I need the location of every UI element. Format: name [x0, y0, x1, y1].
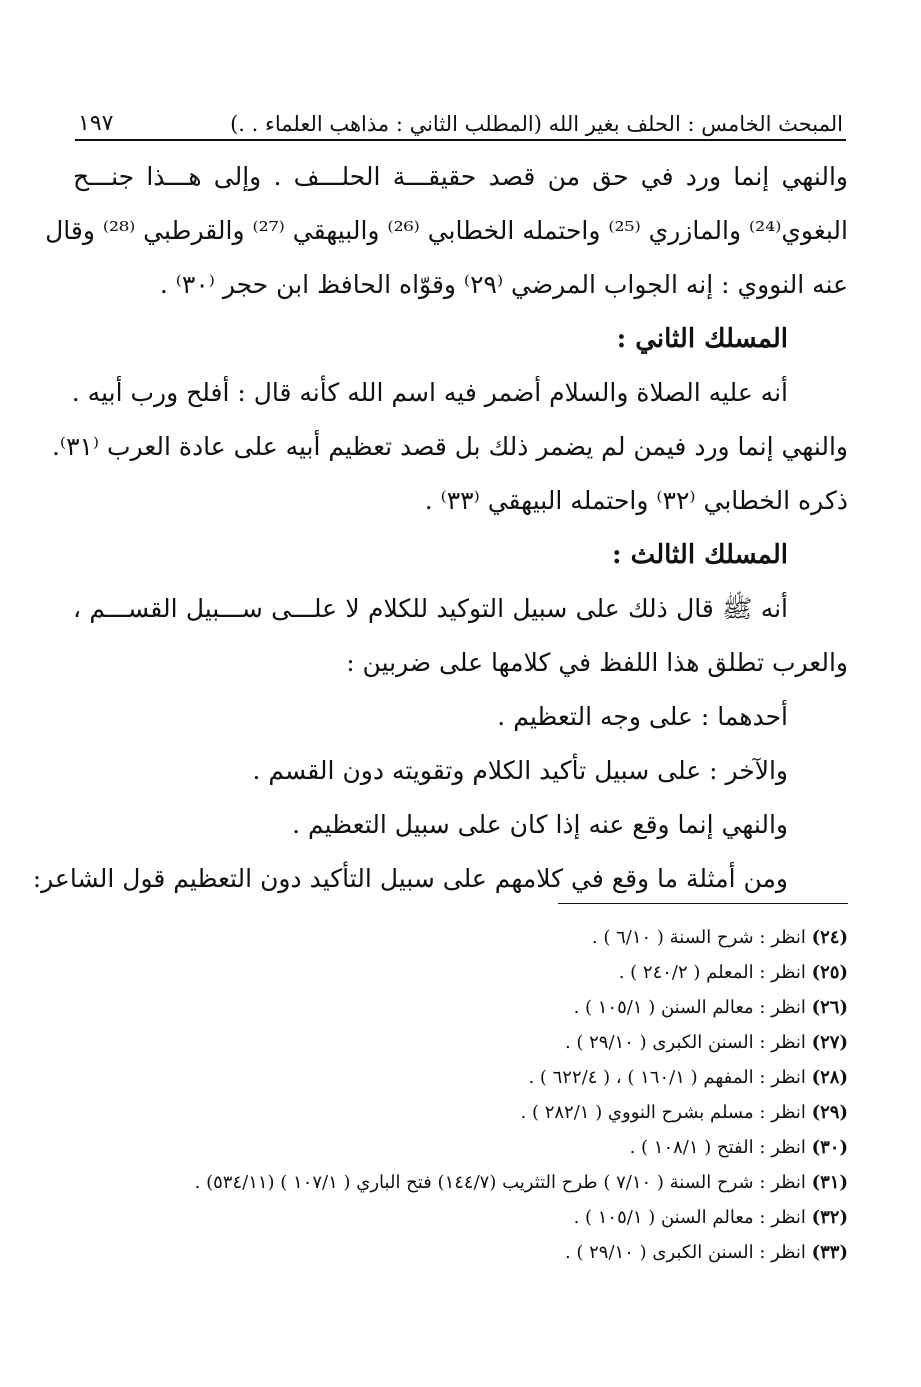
footnote-number: (٣١)	[811, 1172, 848, 1193]
footnote-text: انظر : شرح السنة ( ٧/١٠ ) طرح التثريب (١٤٤/٧) فتح الباري ( ١٠٧/١ ) (٥٣٤/١١) .	[194, 1172, 806, 1193]
footnote	[60, 955, 848, 990]
text-line: أحدهما : على وجه التعظيم .	[497, 702, 788, 731]
footnote	[60, 1130, 848, 1165]
footnote-number: (٢٤)	[811, 927, 848, 948]
text-line: والآخر : على سبيل تأكيد الكلام وتقويته دون القسم .	[252, 756, 788, 785]
footnote	[60, 1165, 848, 1200]
footnote-rule	[558, 903, 848, 904]
footnote	[60, 1095, 848, 1130]
footnote-text: انظر : المفهم ( ١٦٠/١ ) ، ( ٦٢٢/٤ ) .	[528, 1067, 806, 1088]
footnote	[60, 1235, 848, 1270]
footnote-number: (٣٢)	[811, 1207, 848, 1228]
footnote-text: انظر : السنن الكبرى ( ٢٩/١٠ ) .	[564, 1242, 806, 1263]
footnote-text: انظر : معالم السنن ( ١٠٥/١ ) .	[573, 1207, 806, 1228]
header-rule	[75, 139, 846, 141]
footnote-text: انظر : مسلم بشرح النووي ( ٢٨٢/١ ) .	[520, 1102, 806, 1123]
footnote-number: (٢٥)	[811, 962, 848, 983]
footnote-text: انظر : شرح السنة ( ٦/١٠ ) .	[591, 927, 806, 948]
section-heading: المسلك الثالث :	[612, 540, 788, 570]
footnote-text: انظر : معالم السنن ( ١٠٥/١ ) .	[573, 997, 806, 1018]
footnote-text: انظر : الفتح ( ١٠٨/١ ) .	[629, 1137, 806, 1158]
footnote-number: (٣٠)	[811, 1137, 848, 1158]
footnote	[60, 990, 848, 1025]
text-line: والنهي إنما ورد فيمن لم يضمر ذلك بل قصد تعظيم أبيه على عادة العرب ⁽٣١⁾.	[51, 432, 848, 461]
footnote-number: (٣٣)	[811, 1242, 848, 1263]
footnote	[60, 920, 848, 955]
footnote-text: انظر : السنن الكبرى ( ٢٩/١٠ ) .	[564, 1032, 806, 1053]
footnote-number: (٢٧)	[811, 1032, 848, 1053]
footnote	[60, 1025, 848, 1060]
footnotes	[60, 920, 848, 1270]
text-line: والعرب تطلق هذا اللفظ في كلامها على ضربين :	[346, 648, 848, 677]
page-header	[78, 96, 843, 136]
text-line: أنه ﷺ قال ذلك على سبيل التوكيد للكلام لا علـــى ســـبيل القســـم ،	[73, 594, 788, 623]
footnote	[60, 1060, 848, 1095]
running-head: المبحث الخامس : الحلف بغير الله (المطلب الثاني : مذاهب العلماء . .)	[230, 112, 843, 136]
footnote-number: (٢٦)	[811, 997, 848, 1018]
text-line: والنهي إنما ورد في حق من قصد حقيقـــة الحلـــف . وإلى هـــذا جنـــح	[73, 162, 848, 191]
section-heading: المسلك الثاني :	[616, 324, 788, 354]
text-line: ومن أمثلة ما وقع في كلامهم على سبيل التأكيد دون التعظيم قول الشاعر:	[32, 864, 788, 893]
text-line: البغوي⁽²⁴⁾ والمازري ⁽²⁵⁾ واحتمله الخطابي ⁽²⁶⁾ والبيهقي ⁽²⁷⁾ والقرطبي ⁽²⁸⁾ وقال	[45, 216, 848, 245]
text-line: ذكره الخطابي ⁽٣٢⁾ واحتمله البيهقي ⁽٣٣⁾ .	[424, 486, 848, 515]
page-number: ١٩٧	[78, 111, 114, 136]
main-text	[32, 150, 848, 906]
text-line: عنه النووي : إنه الجواب المرضي ⁽٢٩⁾ وقوّاه الحافظ ابن حجر ⁽٣٠⁾ .	[159, 270, 848, 299]
text-line: أنه عليه الصلاة والسلام أضمر فيه اسم الله كأنه قال : أفلح ورب أبيه .	[71, 378, 788, 407]
footnote-number: (٢٨)	[811, 1067, 848, 1088]
footnote-text: انظر : المعلم ( ٢٤٠/٢ ) .	[618, 962, 806, 983]
footnote-number: (٢٩)	[811, 1102, 848, 1123]
text-line: والنهي إنما وقع عنه إذا كان على سبيل التعظيم .	[292, 810, 788, 839]
footnote	[60, 1200, 848, 1235]
